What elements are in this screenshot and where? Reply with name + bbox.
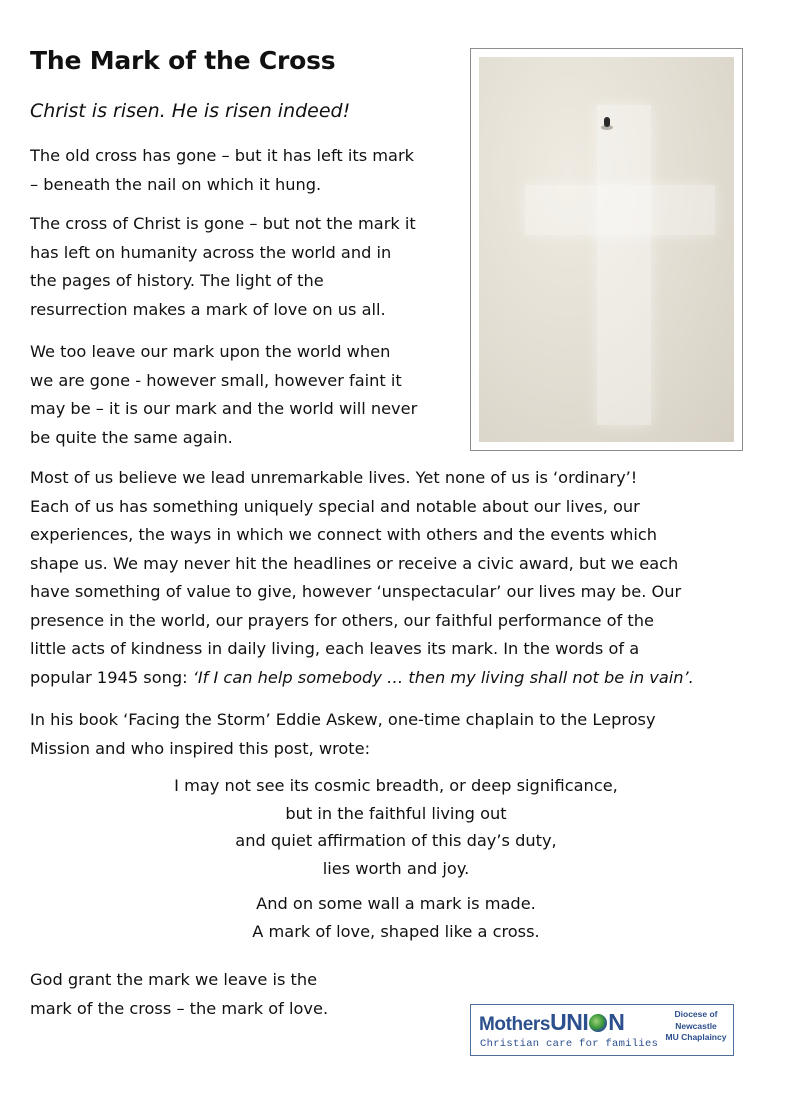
poem-line: A mark of love, shaped like a cross.	[252, 921, 540, 941]
logo-diocese	[663, 1009, 729, 1044]
text-line: may be – it is our mark and the world will never	[30, 399, 418, 418]
poem-line: but in the faithful living out	[285, 803, 507, 823]
text-line: we are gone - however small, however faint it	[30, 370, 402, 390]
text-line: little acts of kindness in daily living, each leaves its mark. In the words of a	[30, 639, 640, 658]
poem-line: And on some wall a mark is made.	[256, 894, 536, 913]
paragraph-old-cross	[30, 142, 464, 199]
logo-side-line: Newcastle	[675, 1020, 717, 1031]
poem-stanza-2	[0, 890, 792, 945]
text-line: In his book ‘Facing the Storm’ Eddie Askew, one-time chaplain to the Leprosy	[30, 710, 656, 729]
cross-photo-frame	[470, 48, 743, 451]
text-line	[30, 664, 770, 693]
song-intro: popular 1945 song:	[30, 667, 193, 687]
text-line: has left on humanity across the world and in	[30, 242, 392, 262]
cross-mark-vertical	[597, 105, 651, 425]
text-line: The old cross has gone – but it has left its mark	[30, 146, 415, 165]
mothers-union-logo	[470, 1004, 734, 1056]
text-line: The cross of Christ is gone – but not the mark it	[30, 214, 416, 233]
song-quote: ‘If I can help somebody … then my living shall not be in vain’.	[192, 667, 694, 687]
text-line: We too leave our mark upon the world when	[30, 342, 391, 361]
logo-union-left: UNI	[550, 1009, 589, 1035]
poem-stanza-1	[0, 772, 792, 882]
page-subtitle: Christ is risen. He is risen indeed!	[30, 100, 351, 122]
cross-mark-photo	[479, 57, 734, 442]
globe-icon	[589, 1014, 607, 1032]
closing-prayer	[30, 966, 430, 1023]
logo-union-right: N	[608, 1009, 625, 1035]
text-line: experiences, the ways in which we connect with others and the events which	[30, 525, 658, 544]
text-line: presence in the world, our prayers for others, our faithful performance of the	[30, 610, 654, 630]
text-line: Most of us believe we lead unremarkable lives. Yet none of us is ‘ordinary’!	[30, 468, 638, 487]
text-line: Each of us has something uniquely special and notable about our lives, our	[30, 496, 640, 516]
text-line: resurrection makes a mark of love on us all.	[30, 299, 386, 319]
nail-icon	[604, 117, 610, 127]
paragraph-unremarkable-lives	[30, 464, 770, 692]
paragraph-eddie-askew	[30, 706, 770, 763]
poem-line: I may not see its cosmic breadth, or deep significance,	[174, 776, 618, 795]
logo-wordmark	[479, 1009, 624, 1036]
poem-line: lies worth and joy.	[322, 858, 470, 878]
text-line: Mission and who inspired this post, wrote:	[30, 738, 371, 758]
paragraph-cross-of-christ	[30, 210, 464, 324]
cross-mark-horizontal	[525, 185, 715, 235]
text-line: shape us. We may never hit the headlines or receive a civic award, but we each	[30, 553, 679, 573]
paragraph-our-mark	[30, 338, 464, 452]
poem-line: and quiet affirmation of this day’s duty,	[235, 831, 557, 850]
logo-mothers: Mothers	[479, 1014, 551, 1035]
text-line: the pages of history. The light of the	[30, 271, 324, 290]
text-line: – beneath the nail on which it hung.	[30, 174, 322, 194]
text-line: God grant the mark we leave is the	[30, 970, 318, 989]
logo-side-line: Diocese of	[674, 1009, 718, 1019]
text-line: be quite the same again.	[30, 427, 233, 447]
page-title: The Mark of the Cross	[30, 46, 336, 75]
logo-tagline: Christian care for families	[480, 1038, 659, 1050]
logo-side-line: MU Chaplaincy	[665, 1032, 727, 1042]
text-line: have something of value to give, however ‘unspectacular’ our lives may be. Our	[30, 582, 682, 601]
text-line: mark of the cross – the mark of love.	[30, 998, 329, 1018]
